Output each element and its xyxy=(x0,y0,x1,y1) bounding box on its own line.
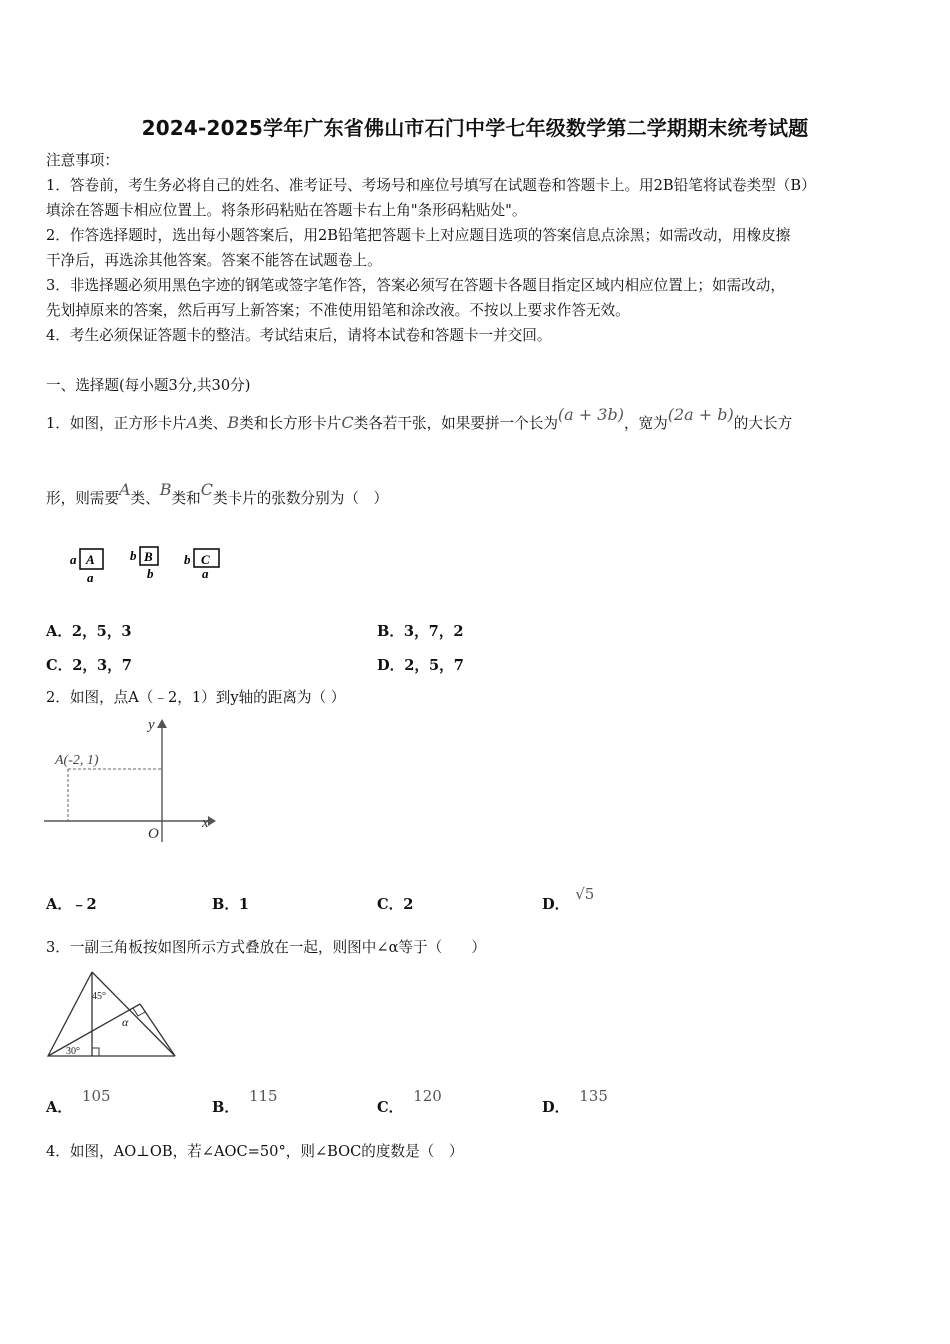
page-title: 2024-2025学年广东省佛山市石门中学七年级数学第二学期期末统考试题 xyxy=(141,116,809,140)
y-label: y xyxy=(148,717,155,733)
angle-alpha-label: α xyxy=(122,1015,129,1029)
question-2-figure xyxy=(42,712,222,852)
question-3-figure xyxy=(44,968,184,1060)
right-angle-mark xyxy=(92,1048,99,1056)
card-a-side: a xyxy=(70,552,77,567)
q3-option-d[interactable]: D．135 xyxy=(542,1087,608,1116)
q2-option-d[interactable]: D．√5 xyxy=(542,885,595,913)
notice-heading: 注意事项： xyxy=(46,152,119,169)
q1-option-d[interactable]: D．2，5，7 xyxy=(377,657,464,674)
q2-option-a[interactable]: A．﹣2 xyxy=(46,896,97,913)
question-1-figure xyxy=(66,538,246,586)
side-45 xyxy=(140,1004,175,1056)
x-label: x xyxy=(202,815,209,831)
angle-45-label: 45° xyxy=(92,991,106,1002)
card-c-side: b xyxy=(184,552,191,567)
card-b-label: B xyxy=(144,549,153,564)
section-heading: 一、选择题(每小题3分,共30分) xyxy=(46,377,251,394)
q3-option-b[interactable]: B．115 xyxy=(212,1087,278,1116)
q2-option-b[interactable]: B．1 xyxy=(212,896,250,913)
notice-line: 先划掉原来的答案，然后再写上新答案；不准使用铅笔和涂改液。不按以上要求作答无效。 xyxy=(46,302,630,319)
q3-option-a[interactable]: A．105 xyxy=(46,1087,111,1116)
q1-option-b[interactable]: B．3，7，2 xyxy=(377,623,464,640)
notice-line: 4．考生必须保证答题卡的整洁。考试结束后，请将本试卷和答题卡一并交回。 xyxy=(46,327,552,344)
sqrt5-value: √5 xyxy=(575,885,595,903)
question-4-text: 4．如图，AO⊥OB，若∠AOC=50°，则∠BOC的度数是（ ） xyxy=(46,1143,464,1160)
notice-line: 1．答卷前，考生务必将自己的姓名、准考证号、考场号和座位号填写在试题卷和答题卡上。用2B铅笔将试卷类型（B） xyxy=(46,177,816,194)
x-arrow xyxy=(208,816,216,826)
notice-line: 3．非选择题必须用黑色字迹的钢笔或签字笔作答，答案必须写在答题卡各题目指定区域内相应位置上；如需改动， xyxy=(46,277,785,294)
question-3-text: 3．一副三角板按如图所示方式叠放在一起，则图中∠α等于（ ） xyxy=(46,939,486,956)
question-1-line-2: 形，则需要A类、B类和C类卡片的张数分别为（ ） xyxy=(46,480,389,507)
hypotenuse-45 xyxy=(92,972,175,1056)
q1-option-a[interactable]: A．2，5，3 xyxy=(46,623,132,640)
card-a-bottom: a xyxy=(87,570,94,585)
card-b-side: b xyxy=(130,548,137,563)
q1-option-c[interactable]: C．2，3，7 xyxy=(46,657,132,674)
card-a-label: A xyxy=(86,552,95,567)
y-arrow xyxy=(157,719,167,728)
question-1-line-1: 1．如图，正方形卡片A类、B类和长方形卡片C类各若干张，如果要拼一个长为(a + 3b)，宽为(2a + b)的大长方 xyxy=(46,405,793,432)
card-b-bottom: b xyxy=(147,566,154,581)
card-c-bottom: a xyxy=(202,566,209,581)
origin-label: O xyxy=(148,826,159,842)
q2-option-c[interactable]: C．2 xyxy=(377,896,414,913)
question-2-text: 2．如图，点A（﹣2，1）到y轴的距离为（ ） xyxy=(46,689,346,706)
notice-line: 2．作答选择题时，选出每小题答案后，用2B铅笔把答题卡上对应题目选项的答案信息点涂黑；如需改动，用橡皮擦 xyxy=(46,227,791,244)
point-a-label: A(-2, 1) xyxy=(55,753,99,768)
notice-line: 填涂在答题卡相应位置上。将条形码粘贴在答题卡右上角"条形码粘贴处"。 xyxy=(46,202,527,219)
card-c-label: C xyxy=(201,552,210,567)
angle-30-label: 30° xyxy=(66,1046,80,1057)
notice-line: 干净后，再选涂其他答案。答案不能答在试题卷上。 xyxy=(46,252,382,269)
q3-option-c[interactable]: C．120 xyxy=(377,1087,442,1116)
